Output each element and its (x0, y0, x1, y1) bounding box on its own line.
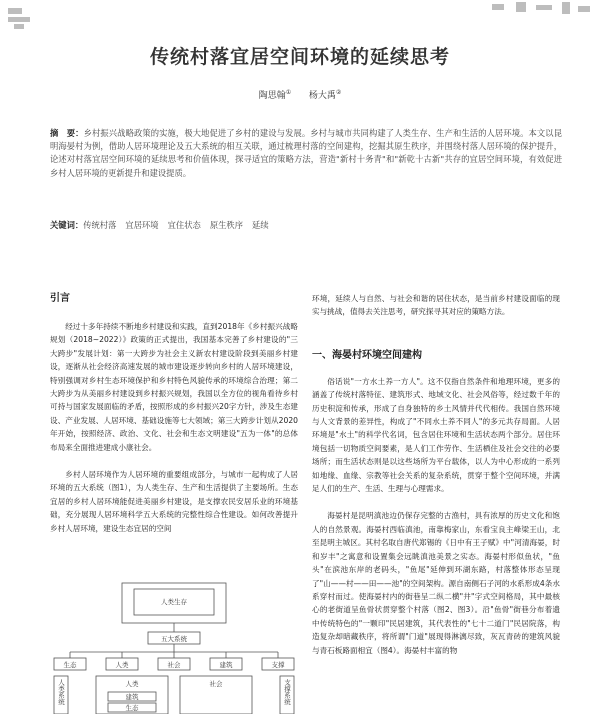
keywords-label: 关键词： (50, 220, 84, 230)
author-name: 陶思翰 (258, 91, 286, 101)
mid-label-top: 人类 (125, 680, 139, 688)
paragraph: 环境，延续人与自然、与社会和谐的居住状态，是当前乡村建设面临的现实与挑战，值得去关注思考，研究探寻其对应的策略方法。 (312, 294, 560, 317)
figure-1-svg (50, 580, 298, 714)
side-label-right: 支撑系统 (283, 679, 291, 705)
system-label: 社会 (167, 661, 181, 669)
left-column (50, 292, 298, 535)
author-mark: ① (285, 89, 292, 96)
keyword: 延续 (252, 220, 269, 230)
author-name: 杨大禹 (308, 91, 336, 101)
inner-item: 建筑 (125, 693, 139, 701)
system-label: 建筑 (219, 661, 233, 669)
mid-label-center: 社会 (209, 680, 223, 688)
abstract-text: 乡村振兴战略政策的实施，极大地促进了乡村的建设与发展。乡村与城市共同构建了人类生存、生产和生活的人居环境。本文以昆明海晏村为例，借助人居环境理论及五大系统的相互关联，通过梳理村落的空间建构，挖掘其原生秩序，并围绕村落人居环境的保护提升，论述对村落宜居空间环境的延续思考和价值体现，探寻适宜的策略方法，营造"新村十务青"和"新乾十古新"共存的宜居空间环境，有效促进乡村人居环境的更新提升和建设提质。 (50, 128, 562, 178)
keyword: 原生秩序 (209, 220, 244, 230)
page-corner-mark-left (8, 8, 38, 30)
label-systems: 五大系统 (161, 635, 187, 643)
authors-line (0, 88, 600, 101)
system-label: 支撑 (271, 661, 285, 669)
inner-item: 生态 (125, 704, 139, 712)
label-people: 人类生存 (161, 598, 187, 606)
system-label: 人类 (115, 661, 129, 669)
paragraph: 俗话说"一方水土养一方人"。这不仅指自然条件和地理环境，更多的涵盖了传统村落特征、建筑形式、地域文化、社会风俗等，经过数千年的历史积淀和传承，形成了自身独特的乡土风情并代代相传。我国自然环境与人文背景的差异性，构成了"不同水土养不同人"的多元共存局面。人居环境是"水土"的科学代名词，包含居住环境和生活状态两个部分。居住环境包括一切物质空间要素，是人们工作劳作、生活栖住及社会交往的必要场所；而生活状态则是以这些场所为平台载体，以人为中心形成的一系列如地缘、血缘、宗教等社会关系的复杂系统，贯穿于整个空间环境，并满足人们的生产、生活、生理与心理需求。 (312, 376, 560, 494)
right-column (312, 292, 560, 657)
keyword: 宜住状态 (167, 220, 201, 230)
paragraph: 海晏村是昆明滇池边仍保存完整的古渔村，具有浓厚的历史文化和饱人的自然景观。海晏村西临滇池，南靠梅家山，东看宝良主峰梁王山，北至昆明主城区。其村名取自唐代郑锡的《日中有王子赋》中"河清海晏，时和岁丰"之寓意和设置集会远眺滇池美景之实态。海晏村形似鱼状，"鱼头"在滨池东岸的老码头，"鱼尾"延伸到环湖东路，村落整体形态呈现了"山——村——田——池"的空间架构。源自南侧石子河的水系形成4条水系穿村而过。使海晏村内的街巷呈二纵二横"井"字式空间格局，其中最核心的老街道呈鱼骨状贯穿整个村落（图2、图3）。沿"鱼骨"街巷分布着遗中传统特色的"一颗印"民居建筑，其代表性的"七十二道门"民居院落，构造复杂却暗藏秩序，将所谓"门道"展现得淋漓尽致，灰瓦青砖的建筑风貌与青石板路面相宜（图4）。海晏村丰富的物 (312, 511, 560, 655)
paragraph: 乡村人居环境作为人居环境的重要组成部分，与城市一起构成了人居环境的五大系统（图1），为人类生存、生产和生活提供了主要场所。生态宜居的乡村人居环境能促进美丽乡村建设，是支撑农民安居乐业的环境基础，充分展现人居环境科学五大系统的完整性综合性建设。如何改善提升乡村人居环境，建设生态宜居的空间 (50, 470, 298, 533)
section-heading-intro: 引言 (50, 293, 70, 304)
keyword: 传统村落 (83, 220, 117, 230)
keyword: 宜居环境 (125, 220, 159, 230)
paper-title: 传统村落宜居空间环境的延续思考 (149, 46, 450, 68)
system-label: 生态 (63, 661, 77, 669)
figure-1-diagram (50, 580, 298, 714)
page-corner-mark-right (492, 2, 592, 20)
abstract (50, 127, 562, 180)
section-heading-1: 一、海晏村环境空间建构 (312, 349, 422, 361)
paragraph: 经过十多年持续不断地乡村建设和实践，直到2018年《乡村振兴战略规划（2018~2022）》政策的正式提出，我国基本完善了乡村建设的"三大跨步"发展计划：第一大跨步为社会主义新农村建设阶段到美丽乡村建设，逐渐从社会经济高速发展的城市建设逐步转向乡村的人居环境建设，特别强调对乡村生态环境保护和乡村特色风貌传承的环境综合治理；第二大跨步为从美丽乡村建设到乡村振兴规划，我国以全方位的视角看待乡村可持与国家发展面临的矛盾，按照形成的乡村振兴20字方针，涉及生态建设、产业发展、人居环境、基础设施等七大领域；第三大跨步计划从2020年开始，按照经济、政治、文化、社会和生态文明建设"五为一体"的总体布局来全面推进建成小康社会。 (50, 322, 298, 452)
side-label-left: 人类系统 (57, 679, 65, 705)
author-mark: ② (335, 89, 342, 96)
abstract-label: 摘 要： (50, 128, 84, 138)
keywords (50, 219, 562, 231)
